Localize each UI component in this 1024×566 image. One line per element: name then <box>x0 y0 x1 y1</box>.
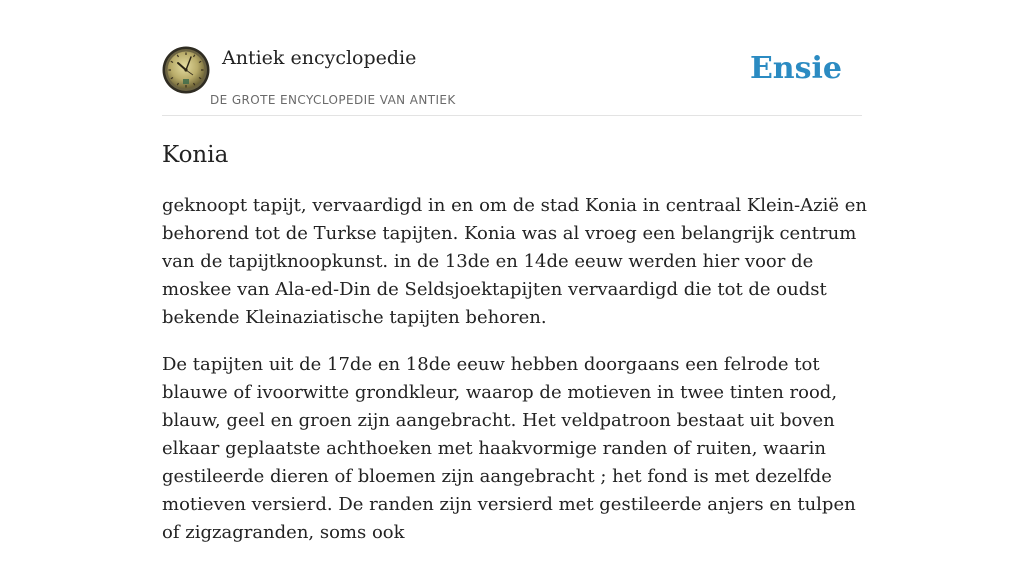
article-body <box>162 192 870 566</box>
article-paragraph: geknoopt tapijt, vervaardigd in en om de stad Konia in centraal Klein-Azië en behorend tot de Turkse tapijten. Konia was al vroeg een belangrijk centrum van de tapijtknoopkunst. in de 13de en 14de eeuw werden hier voor de moskee van Ala-ed-Din de Seldsjoektapijten vervaardigd die tot de oudst bekende Kleinaziatische tapijten behoren. <box>162 195 867 328</box>
site-tagline: DE GROTE ENCYCLOPEDIE VAN ANTIEK <box>210 93 456 107</box>
ensie-brand-logo[interactable]: Ensie <box>749 51 842 86</box>
site-title-link[interactable]: Antiek encyclopedie <box>222 47 417 69</box>
article-title: Konia <box>162 142 229 168</box>
article-paragraph: De tapijten uit de 17de en 18de eeuw hebben doorgaans een felrode tot blauwe of ivoorwitte grondkleur, waarop de motieven in twee tinten rood, blauw, geel en groen zijn aangebracht. Het veldpatroon bestaat uit boven elkaar geplaatste achthoeken met haakvormige randen of ruiten, waarin gestileerde dieren of bloemen zijn aangebracht ; het fond is met dezelfde motieven versierd. De randen zijn versierd met gestileerde anjers en tulpen of zigzagranden, soms ook <box>162 354 856 543</box>
header-divider <box>162 115 862 116</box>
site-header <box>162 46 862 116</box>
antique-clock-icon[interactable] <box>162 46 210 94</box>
